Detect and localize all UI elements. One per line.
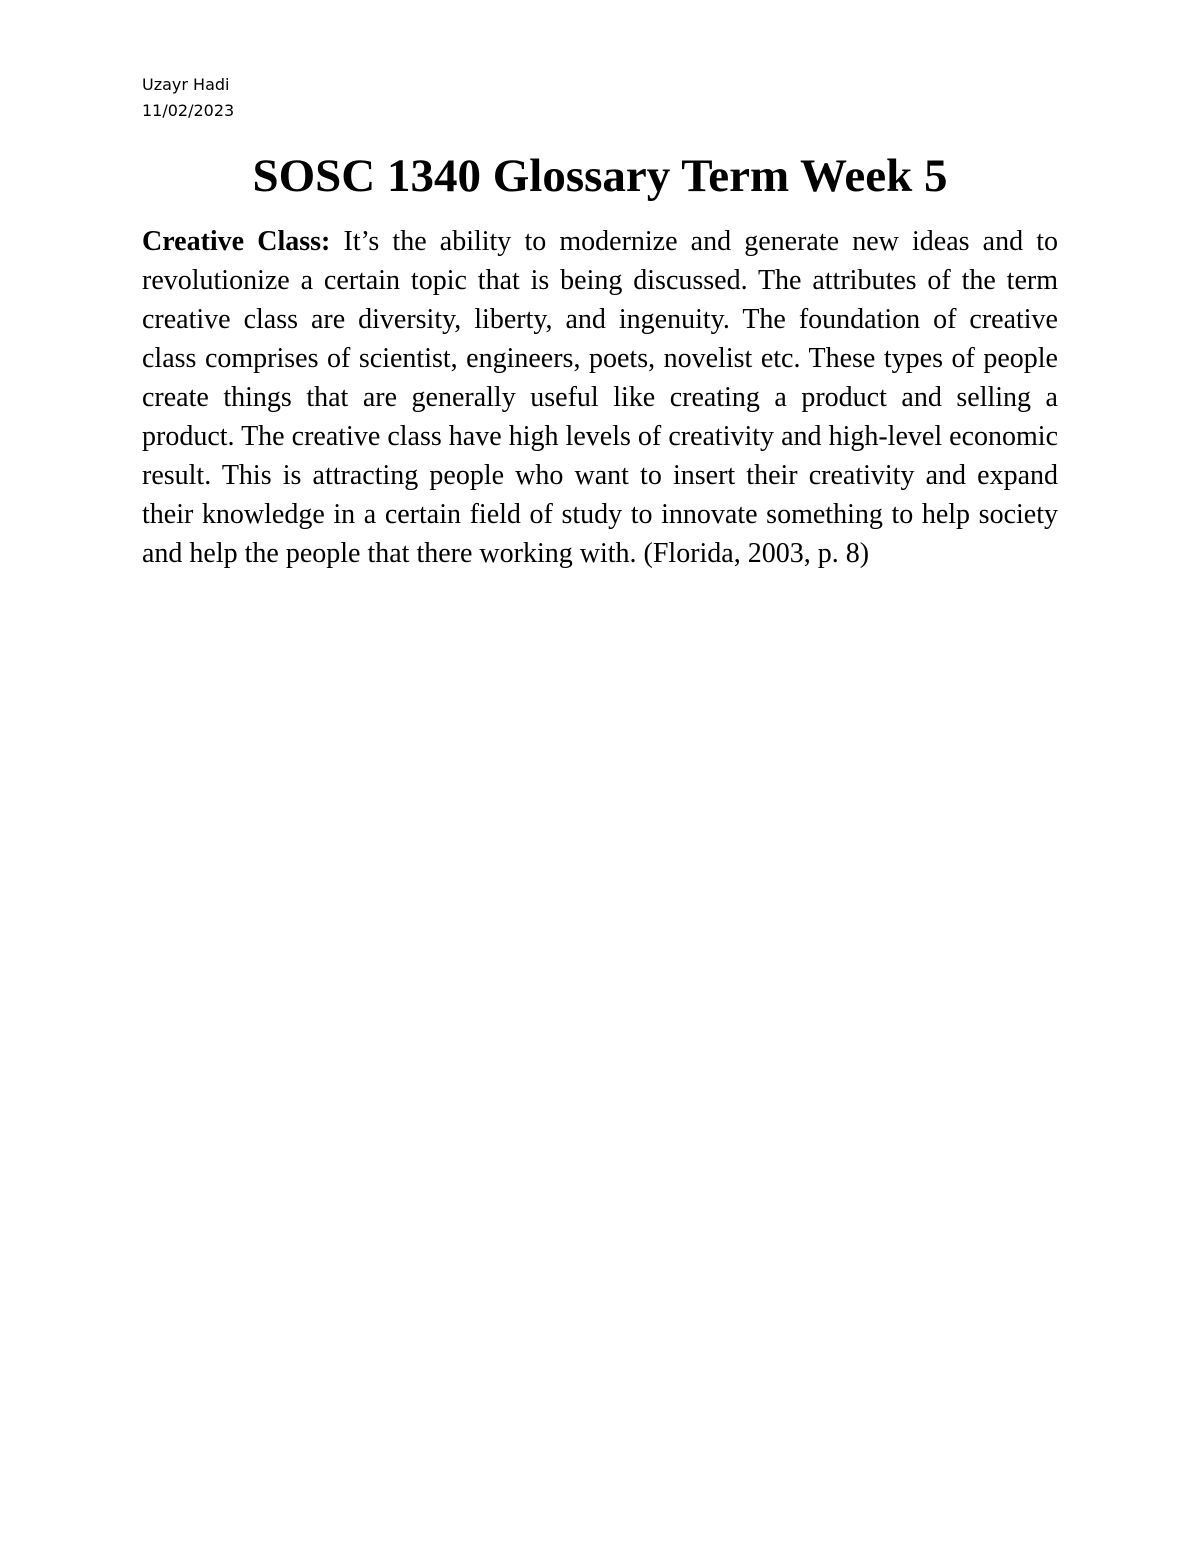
glossary-term: Creative Class: [142,226,331,257]
document-header [142,72,234,124]
glossary-definition: It’s the ability to modernize and generate new ideas and to revolutionize a certain topic that is being discussed. The attributes of the term creative class are diversity, liberty, and ingenuity. The foundation of creative class comprises of scientist, engineers, poets, novelist etc. These types of people create things that are generally useful like creating a product and selling a product. The creative class have high levels of creativity and high-level economic result. This is attracting people who want to insert their creativity and expand their knowledge in a certain field of study to innovate something to help society and help the people that there working with. (Florida, 2003, p. 8) [142,226,1058,569]
document-title: SOSC 1340 Glossary Term Week 5 [252,150,948,202]
author-name: Uzayr Hadi [142,75,230,94]
document-date: 11/02/2023 [142,101,235,120]
glossary-entry [142,222,1058,573]
